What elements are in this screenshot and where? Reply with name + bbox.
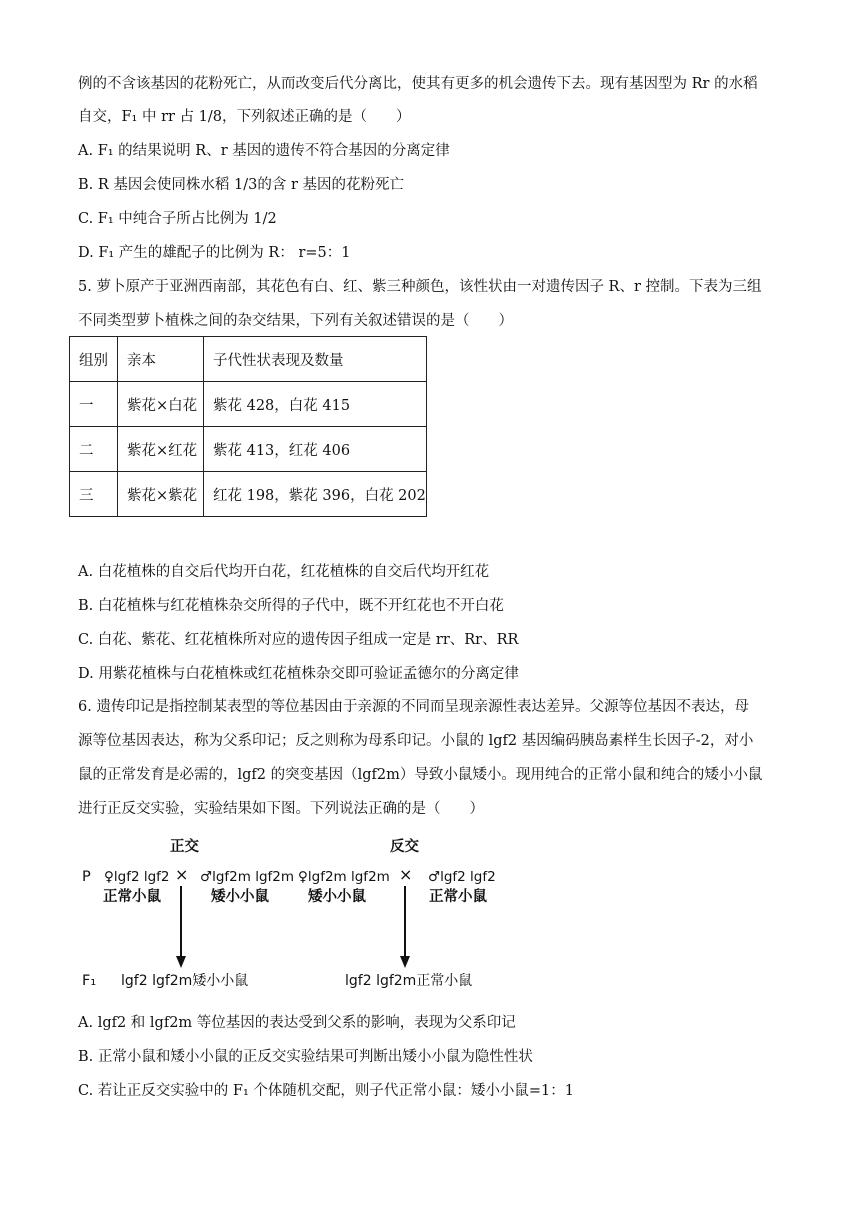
table-cell: 紫花 413，红花 406 (204, 427, 427, 472)
table-cell: 二 (70, 427, 118, 472)
cross-results-table (69, 336, 427, 517)
forward-cross-symbol: × (175, 865, 189, 884)
q5-option-b: B. 白花植株与红花植株杂交所得的子代中，既不开红花也不开白花 (78, 598, 504, 614)
q5-option-c: C. 白花、紫花、红花植株所对应的遗传因子组成一定是 rr、Rr、RR (78, 632, 519, 648)
table-cell: 紫花×红花 (118, 427, 204, 472)
table-cell: 一 (70, 382, 118, 427)
table-cell: 三 (70, 472, 118, 517)
reverse-female-genotype: ♀lgf2m lgf2m (298, 869, 390, 885)
q6-option-c: C. 若让正反交实验中的 F₁ 个体随机交配，则子代正常小鼠：矮小小鼠=1：1 (78, 1083, 574, 1099)
q5-option-a: A. 白花植株的自交后代均开白花，红花植株的自交后代均开红花 (78, 564, 490, 580)
forward-cross-title: 正交 (170, 839, 199, 855)
table-cell: 红花 198，紫花 396，白花 202 (204, 472, 427, 517)
q6-stem-line-1: 6. 遗传印记是指控制某表型的等位基因由于亲源的不同而呈现亲源性表达差异。父源等位基因不表达，母 (78, 699, 749, 715)
q4-stem-line-2: 自交，F₁ 中 rr 占 1/8，下列叙述正确的是（ ） (78, 109, 411, 125)
forward-male-genotype: ♂lgf2m lgf2m (200, 869, 295, 885)
reverse-male-phenotype: 正常小鼠 (429, 889, 487, 905)
q6-stem-line-2: 源等位基因表达，称为父系印记；反之则称为母系印记。小鼠的 lgf2 基因编码胰岛素样生长因子-2，对小 (78, 733, 754, 749)
q5-option-d: D. 用紫花植株与白花植株或红花植株杂交即可验证孟德尔的分离定律 (78, 666, 519, 682)
reverse-cross-symbol: × (399, 865, 413, 884)
table-row (70, 427, 427, 472)
table-row (70, 472, 427, 517)
q6-stem-line-4: 进行正反交实验，实验结果如下图。下列说法正确的是（ ） (78, 801, 484, 817)
parent-generation-label: P (82, 869, 91, 885)
q6-option-b: B. 正常小鼠和矮小小鼠的正反交实验结果可判断出矮小小鼠为隐性性状 (78, 1049, 533, 1065)
f1-generation-label: F₁ (82, 973, 97, 989)
table-row (70, 382, 427, 427)
table-header-cell: 子代性状表现及数量 (204, 337, 427, 382)
q4-option-c: C. F₁ 中纯合子所占比例为 1/2 (78, 211, 277, 227)
table-header-cell: 亲本 (118, 337, 204, 382)
q4-option-a: A. F₁ 的结果说明 R、r 基因的遗传不符合基因的分离定律 (78, 143, 450, 159)
q4-option-b: B. R 基因会使同株水稻 1/3的含 r 基因的花粉死亡 (78, 177, 404, 193)
q6-option-a: A. lgf2 和 lgf2m 等位基因的表达受到父系的影响，表现为父系印记 (78, 1015, 516, 1031)
table-cell: 紫花 428，白花 415 (204, 382, 427, 427)
reverse-cross-title: 反交 (390, 839, 419, 855)
forward-female-genotype: ♀lgf2 lgf2 (104, 869, 170, 885)
q5-stem-line-2: 不同类型萝卜植株之间的杂交结果，下列有关叙述错误的是（ ） (78, 313, 513, 329)
table-cell: 紫花×白花 (118, 382, 204, 427)
q6-stem-line-3: 鼠的正常发育是必需的，lgf2 的突变基因（lgf2m）导致小鼠矮小。现用纯合的正常小鼠和纯合的矮小小鼠 (78, 767, 763, 783)
reverse-f1-offspring: lgf2 lgf2m正常小鼠 (345, 973, 473, 989)
q4-option-d: D. F₁ 产生的雄配子的比例为 R： r=5：1 (78, 245, 351, 261)
reverse-male-genotype: ♂lgf2 lgf2 (428, 869, 496, 885)
table-cell: 紫花×紫花 (118, 472, 204, 517)
forward-f1-offspring: lgf2 lgf2m矮小小鼠 (121, 973, 249, 989)
table-header-cell: 组别 (70, 337, 118, 382)
reverse-arrow-head (400, 956, 410, 968)
q4-stem-line-1: 例的不含该基因的花粉死亡，从而改变后代分离比，使其有更多的机会遗传下去。现有基因型为 Rr 的水稻 (78, 76, 758, 92)
table-header-row (70, 337, 427, 382)
q5-stem-line-1: 5. 萝卜原产于亚洲西南部，其花色有白、红、紫三种颜色，该性状由一对遗传因子 R、r 控制。下表为三组 (78, 279, 762, 295)
forward-arrow-head (176, 956, 186, 968)
forward-male-phenotype: 矮小小鼠 (211, 889, 269, 905)
reverse-female-phenotype: 矮小小鼠 (308, 889, 366, 905)
forward-arrow-shaft (180, 886, 182, 958)
reverse-arrow-shaft (404, 886, 406, 958)
forward-female-phenotype: 正常小鼠 (103, 889, 161, 905)
